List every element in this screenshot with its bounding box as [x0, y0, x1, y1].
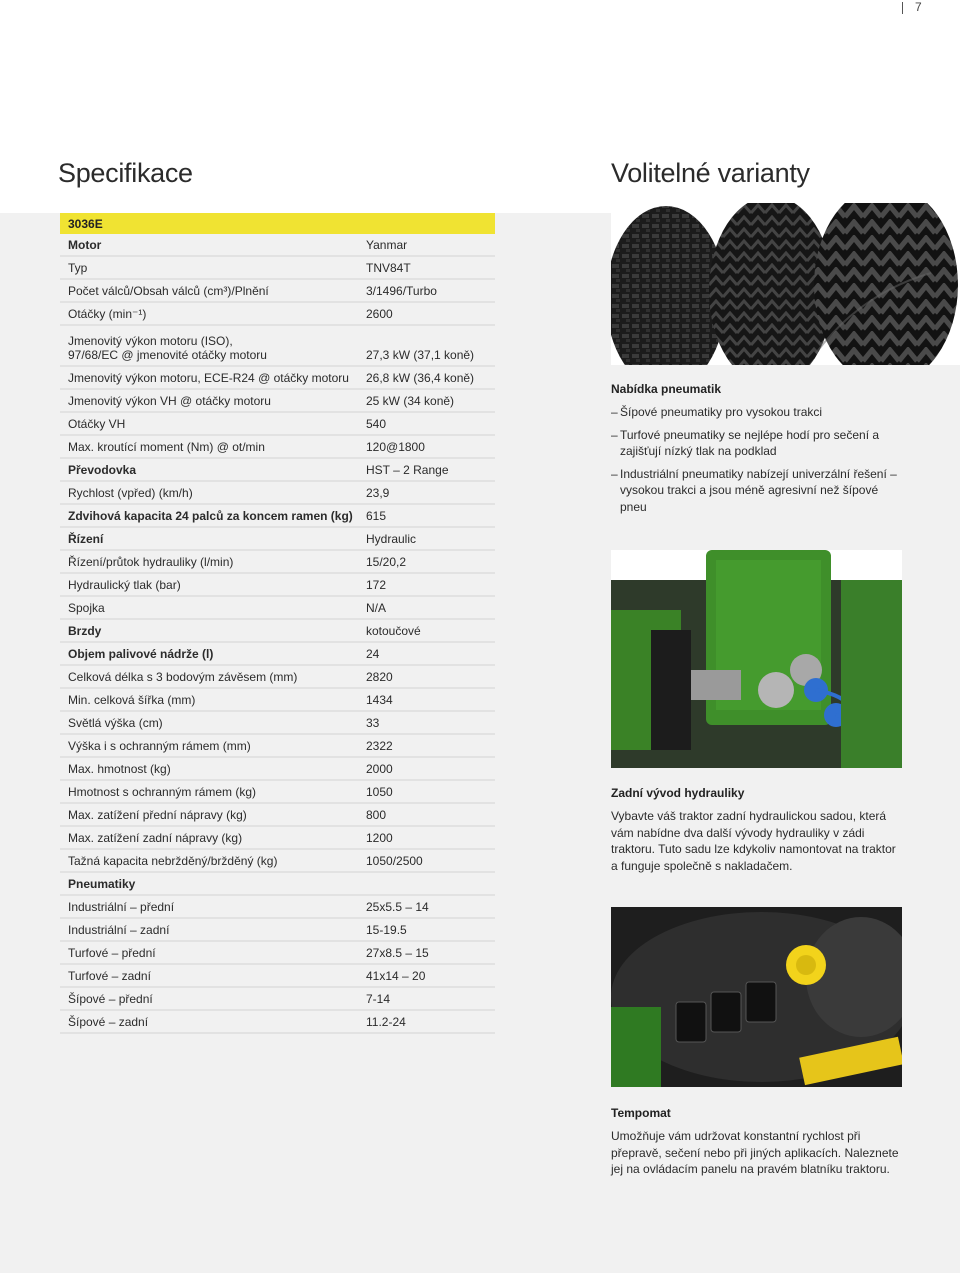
spec-label: Otáčky (min⁻¹): [68, 307, 147, 321]
spec-label: Min. celková šířka (mm): [68, 693, 196, 707]
spec-value: 172: [366, 578, 387, 592]
spec-label: Industriální – zadní: [68, 923, 170, 937]
spec-label: Rychlost (vpřed) (km/h): [68, 486, 193, 500]
spec-value: Yanmar: [366, 238, 408, 252]
spec-value: 2000: [366, 762, 393, 776]
cruise-caption-text: Umožňuje vám udržovat konstantní rychlost při přepravě, sečení nebo při jiných aplikacích. Naleznete jej na ovládacím panelu na pravém blatníku traktoru.: [611, 1129, 899, 1176]
spec-row: [60, 367, 495, 390]
spec-row: [60, 234, 495, 257]
spec-label: Max. zatížení přední nápravy (kg): [68, 808, 247, 822]
spec-row: [60, 643, 495, 666]
tire-list-text: Šípové pneumatiky pro vysokou trakci: [620, 405, 823, 419]
spec-value: 41x14 – 20: [366, 969, 426, 983]
spec-row: [60, 965, 495, 988]
spec-row: [60, 873, 495, 896]
cruise-control-photo: [611, 907, 902, 1087]
spec-label: Zdvihová kapacita 24 palců za koncem ramen (kg): [68, 509, 353, 523]
spec-value: 800: [366, 808, 387, 822]
spec-row: [60, 257, 495, 280]
spec-value: 1200: [366, 831, 393, 845]
spec-value: 615: [366, 509, 387, 523]
spec-value: Hydraulic: [366, 532, 417, 546]
spec-value: TNV84T: [366, 261, 411, 275]
page-title-options: Volitelné varianty: [611, 158, 810, 188]
switch-icon: [746, 982, 776, 1022]
spec-label: Motor: [68, 238, 102, 252]
spec-label: Celková délka s 3 bodovým závěsem (mm): [68, 670, 298, 684]
spec-value: 540: [366, 417, 387, 431]
spec-label: Spojka: [68, 601, 105, 615]
spec-value: 3/1496/Turbo: [366, 284, 437, 298]
bar-tire-icon: [814, 203, 958, 365]
switch-icon: [711, 992, 741, 1032]
spec-label: Řízení: [68, 532, 104, 546]
spec-table: [60, 213, 495, 1034]
spec-label: Typ: [68, 261, 88, 275]
spec-row: [60, 551, 495, 574]
dash-bullet: –: [611, 466, 618, 481]
spec-value: 1050/2500: [366, 854, 423, 868]
page-title-specifications: Specifikace: [58, 158, 193, 188]
spec-value: HST – 2 Range: [366, 463, 449, 477]
spec-row: [60, 850, 495, 873]
spec-row: [60, 919, 495, 942]
spec-label: Počet válců/Obsah válců (cm³)/Plnění: [68, 284, 269, 298]
spec-value: 11.2-24: [366, 1015, 406, 1029]
spec-row: [60, 436, 495, 459]
spec-label: Šípové – zadní: [68, 1015, 149, 1029]
spec-label: Industriální – přední: [68, 900, 175, 914]
spec-row: [60, 804, 495, 827]
spec-row: [60, 574, 495, 597]
spec-row: [60, 326, 495, 367]
spec-label: Šípové – přední: [68, 992, 153, 1006]
spec-label: Objem palivové nádrže (l): [68, 647, 214, 661]
spec-row: [60, 528, 495, 551]
spec-row: [60, 942, 495, 965]
spec-row: [60, 827, 495, 850]
spec-label: Otáčky VH: [68, 417, 126, 431]
spec-label: Brzdy: [68, 624, 102, 638]
spec-row: [60, 597, 495, 620]
spec-row: [60, 280, 495, 303]
spec-value: 25 kW (34 koně): [366, 394, 455, 408]
spec-row: [60, 666, 495, 689]
spec-label: Pneumatiky: [68, 877, 136, 891]
spec-row: [60, 482, 495, 505]
tires-list: [611, 404, 901, 521]
cruise-caption-title: Tempomat: [611, 1106, 671, 1120]
spec-row: [60, 505, 495, 528]
spec-label: Max. hmotnost (kg): [68, 762, 171, 776]
spec-label: Hydraulický tlak (bar): [68, 578, 181, 592]
spec-value: 7-14: [366, 992, 391, 1006]
tire-list-item: [611, 466, 901, 516]
spec-row: [60, 758, 495, 781]
dash-bullet: –: [611, 405, 618, 419]
spec-label: Turfové – přední: [68, 946, 156, 960]
spec-row: [60, 390, 495, 413]
spec-label: Jmenovitý výkon VH @ otáčky motoru: [68, 394, 271, 408]
spec-value: 120@1800: [366, 440, 425, 454]
spec-row: [60, 896, 495, 919]
spec-label: Turfové – zadní: [68, 969, 151, 983]
spec-value: 25x5.5 – 14: [366, 900, 429, 914]
spec-label: Hmotnost s ochranným rámem (kg): [68, 785, 257, 799]
tire-list-text: Turfové pneumatiky se nejlépe hodí pro sečení a zajišťují nízký tlak na podklad: [620, 427, 880, 458]
spec-value: 2322: [366, 739, 393, 753]
spec-row: [60, 620, 495, 643]
spec-model-header: 3036E: [60, 213, 495, 234]
spec-rows: [60, 234, 495, 1034]
spec-value: 2600: [366, 307, 393, 321]
hydraulics-photo: [611, 550, 902, 768]
spec-label: Jmenovitý výkon motoru (ISO), 97/68/EC @ jmenovité otáčky motoru: [68, 334, 267, 362]
spec-value: kotoučové: [366, 624, 421, 638]
tire-list-item: [611, 404, 901, 421]
spec-value: 26,8 kW (36,4 koně): [366, 371, 475, 385]
spec-row: [60, 459, 495, 482]
spec-label: Max. kroutící moment (Nm) @ ot/min: [68, 440, 265, 454]
spec-value: 24: [366, 647, 380, 661]
spec-row: [60, 781, 495, 804]
spec-value: 2820: [366, 670, 393, 684]
page-number: 7: [915, 0, 922, 14]
hydraulics-caption-text: Vybavte váš traktor zadní hydraulickou sadou, která vám nabídne dva další vývody hydrauliky v zádi traktoru. Tuto sadu lze kdykoliv namontovat na traktor a funguje společně s nakladačem.: [611, 809, 896, 873]
spec-label: Tažná kapacita nebržděný/bržděný (kg): [68, 854, 278, 868]
tire-list-item: [611, 427, 901, 460]
spec-value: 1434: [366, 693, 393, 707]
spec-row: [60, 413, 495, 436]
spec-value: 27x8.5 – 15: [366, 946, 429, 960]
spec-value: 27,3 kW (37,1 koně): [366, 348, 475, 362]
spec-value: 15-19.5: [366, 923, 407, 937]
spec-label: Řízení/průtok hydrauliky (l/min): [68, 555, 234, 569]
spec-row: [60, 1011, 495, 1034]
spec-value: 33: [366, 716, 380, 730]
switch-icon: [676, 1002, 706, 1042]
spec-row: [60, 689, 495, 712]
spec-value: 23,9: [366, 486, 390, 500]
spec-row: [60, 712, 495, 735]
dash-bullet: –: [611, 427, 618, 442]
tires-caption-title: Nabídka pneumatik: [611, 382, 722, 396]
spec-label: Jmenovitý výkon motoru, ECE-R24 @ otáčky motoru: [68, 371, 349, 385]
spec-row: [60, 988, 495, 1011]
spec-label: Převodovka: [68, 463, 137, 477]
spec-row: [60, 303, 495, 326]
page-number-divider: [902, 2, 903, 14]
spec-label: Výška i s ochranným rámem (mm): [68, 739, 251, 753]
spec-value: 1050: [366, 785, 393, 799]
tires-photo: [611, 203, 960, 365]
hydraulics-caption-title: Zadní vývod hydrauliky: [611, 786, 745, 800]
spec-row: [60, 735, 495, 758]
spec-label: Max. zatížení zadní nápravy (kg): [68, 831, 243, 845]
spec-value: N/A: [366, 601, 387, 615]
tire-list-text: Industriální pneumatiky nabízejí univerzální řešení – vysokou trakci a jsou méně agresivní než šípové pneu: [620, 466, 897, 514]
spec-value: 15/20,2: [366, 555, 407, 569]
spec-label: Světlá výška (cm): [68, 716, 163, 730]
